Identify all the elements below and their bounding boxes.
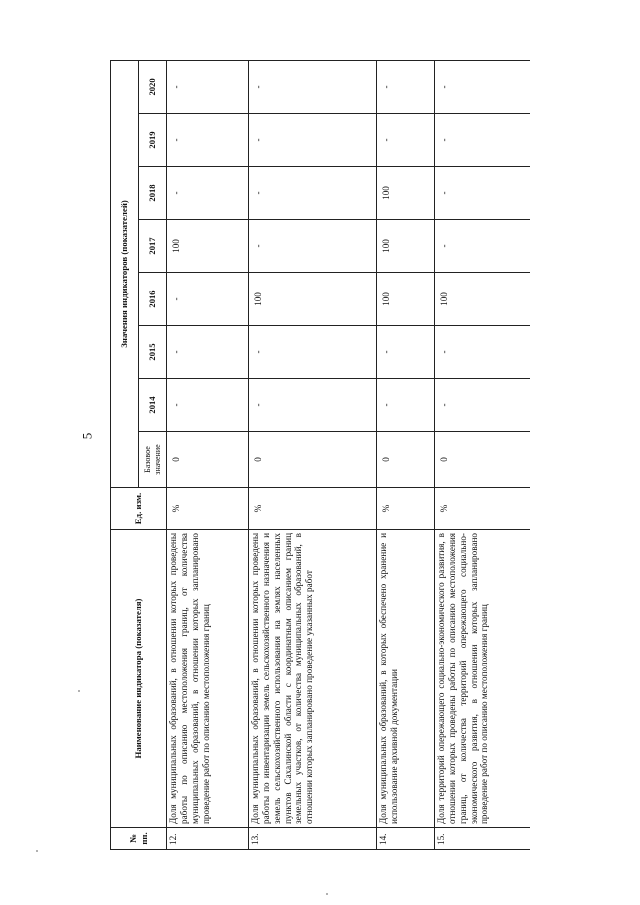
table-rotation-frame xyxy=(110,60,530,850)
year-value-cell: - xyxy=(435,326,531,379)
unit-cell: % xyxy=(435,488,531,530)
year-value-cell: - xyxy=(435,114,531,167)
header-unit: Ед. изм. xyxy=(111,488,167,530)
year-value-cell: 100 xyxy=(377,167,435,220)
year-value-cell: - xyxy=(249,326,377,379)
year-value-cell: 100 xyxy=(377,220,435,273)
year-value-cell: - xyxy=(167,379,249,432)
year-value-cell: 100 xyxy=(377,273,435,326)
year-value-cell: - xyxy=(249,60,377,113)
page-number: 5 xyxy=(79,432,95,440)
header-year: 2014 xyxy=(139,379,167,432)
row-number: 14. xyxy=(377,828,435,850)
header-year: 2018 xyxy=(139,167,167,220)
year-value-cell: - xyxy=(167,167,249,220)
table-row xyxy=(249,60,377,849)
year-value-cell: - xyxy=(435,60,531,113)
year-value-cell: - xyxy=(167,273,249,326)
year-value-cell: - xyxy=(435,167,531,220)
indicator-name: Доля муниципальных образований, в которых обеспечено хранение и использование архивной документации xyxy=(377,530,435,828)
year-value-cell: - xyxy=(249,379,377,432)
unit-cell: % xyxy=(167,488,249,530)
indicator-name: Доля муниципальных образований, в отношении которых проведены работы по инвентаризации земель сельскохозяйственного назначения и земель сельскохозяйственного использования на землях населенных пунктов Сахалинской области с координатным описанием границ земельных участков, от количества муниципальных образований, в отношении которых запланировано проведение указанных работ xyxy=(249,530,377,828)
unit-cell: % xyxy=(249,488,377,530)
header-year: 2020 xyxy=(139,60,167,113)
header-base: Базовое значение xyxy=(139,432,167,488)
row-number: 15. xyxy=(435,828,531,850)
base-value-cell: 0 xyxy=(377,432,435,488)
year-value-cell: - xyxy=(167,114,249,167)
table-rotation-inner xyxy=(110,60,530,850)
table-row xyxy=(435,60,531,849)
header-year: 2016 xyxy=(139,273,167,326)
scan-speck xyxy=(326,893,328,895)
year-value-cell: 100 xyxy=(167,220,249,273)
indicator-name: Доля муниципальных образований, в отношении которых проведены работы по описанию местоположения границ, от количества муниципальных образований, в отношении которых запланировано проведение работ по описанию местоположения границ xyxy=(167,530,249,828)
row-number: 12. xyxy=(167,828,249,850)
year-value-cell: - xyxy=(377,379,435,432)
year-value-cell: - xyxy=(377,114,435,167)
scan-speck xyxy=(36,850,38,852)
year-value-cell: - xyxy=(377,326,435,379)
year-value-cell: - xyxy=(435,379,531,432)
base-value-cell: 0 xyxy=(249,432,377,488)
header-year: 2017 xyxy=(139,220,167,273)
table-row xyxy=(377,60,435,849)
year-value-cell: 100 xyxy=(435,273,531,326)
year-value-cell: - xyxy=(249,220,377,273)
table-row xyxy=(167,60,249,849)
year-value-cell: - xyxy=(377,60,435,113)
header-year: 2019 xyxy=(139,114,167,167)
row-number: 13. xyxy=(249,828,377,850)
indicators-table xyxy=(110,60,530,850)
year-value-cell: - xyxy=(435,220,531,273)
year-value-cell: - xyxy=(167,326,249,379)
header-values-group: Значения индикаторов (показателей) xyxy=(111,60,139,487)
header-name: Наименование индикатора (показателя) xyxy=(111,530,167,828)
year-value-cell: - xyxy=(167,60,249,113)
year-value-cell: - xyxy=(249,114,377,167)
header-num: № пп. xyxy=(111,828,167,850)
base-value-cell: 0 xyxy=(435,432,531,488)
scan-speck xyxy=(78,690,80,692)
year-value-cell: 100 xyxy=(249,273,377,326)
unit-cell: % xyxy=(377,488,435,530)
indicator-name: Доля территорий опережающего социально-экономического развития, в отношении которых проведены работы по описанию местоположения границ, от количества территорий опережающего социально-экономического развития, в отношении которых запланировано проведение работ по описанию местоположения границ xyxy=(435,530,531,828)
header-year: 2015 xyxy=(139,326,167,379)
year-value-cell: - xyxy=(249,167,377,220)
base-value-cell: 0 xyxy=(167,432,249,488)
